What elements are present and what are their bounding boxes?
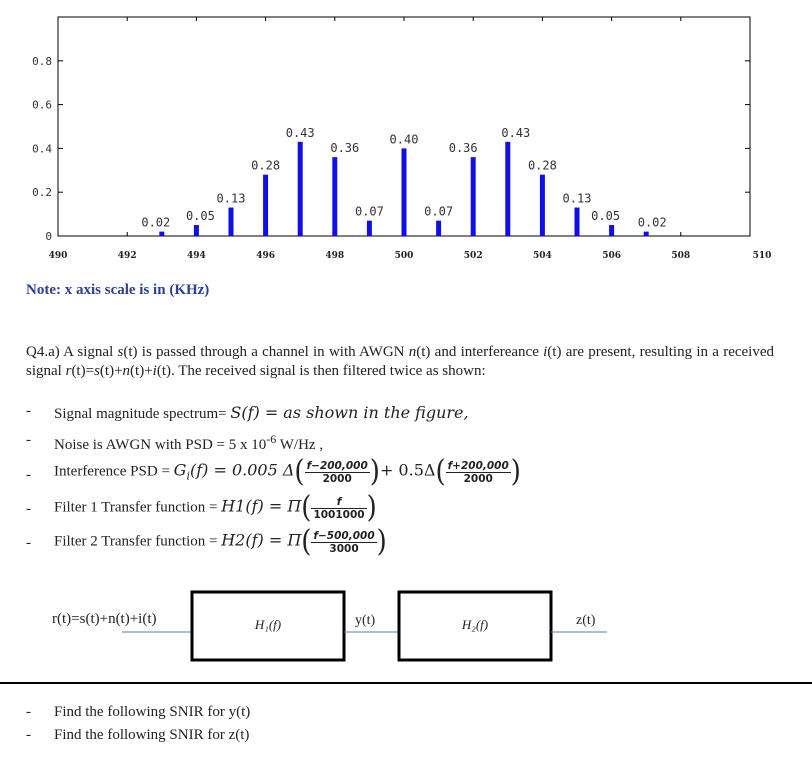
bar-data-label: 0.02 xyxy=(637,215,667,230)
bar xyxy=(159,232,164,236)
y-tick-label: 0.2 xyxy=(32,186,52,200)
x-tick-label: 490 xyxy=(48,251,68,261)
bar xyxy=(298,142,303,236)
bar xyxy=(540,175,545,236)
x-tick-label: 504 xyxy=(533,251,552,261)
x-tick-label: 510 xyxy=(752,251,772,261)
bar xyxy=(644,232,649,236)
filter2-label: H₂(f) xyxy=(461,617,489,632)
x-tick-label: 498 xyxy=(325,251,345,261)
bar-data-label: 0.07 xyxy=(424,204,454,219)
bar-data-label: 0.13 xyxy=(562,191,592,206)
filter1-label: H₁(f) xyxy=(254,617,282,632)
bar-data-label: 0.13 xyxy=(216,191,246,206)
bar xyxy=(332,157,337,236)
bar xyxy=(402,148,407,236)
bar-data-label: 0.28 xyxy=(251,158,281,173)
bar xyxy=(436,221,441,236)
x-tick-label: 506 xyxy=(602,251,621,261)
bar-data-label: 0.02 xyxy=(141,215,171,230)
bar xyxy=(367,221,372,236)
bar-data-label: 0.05 xyxy=(185,209,215,224)
x-tick-label: 494 xyxy=(187,251,206,261)
x-tick-label: 496 xyxy=(256,251,275,261)
question-text: Q4.a) A signal s(t) is passed through a channel in with AWGN n(t) and interfereance i(t) are present, resulting in a received signal r(t)=s(t)+n(t)+i(t). The received signal is then filtered twice as shown: xyxy=(26,344,774,379)
bar-data-label: 0.43 xyxy=(285,125,315,140)
x-tick-label: 500 xyxy=(394,251,414,261)
y-tick-label: 0 xyxy=(45,230,52,243)
x-tick-label: 502 xyxy=(463,251,483,261)
bar-data-label: 0.43 xyxy=(501,125,531,140)
input-signal-label: r(t)=s(t)+n(t)+i(t) xyxy=(52,611,157,627)
bar-data-label: 0.28 xyxy=(527,158,557,173)
z-signal-label: z(t) xyxy=(576,613,596,628)
bar-data-label: 0.40 xyxy=(389,132,419,147)
chart-bars xyxy=(159,142,648,236)
bar-data-label: 0.05 xyxy=(591,209,621,224)
y-signal-label: y(t) xyxy=(355,613,376,628)
y-tick-label: 0.8 xyxy=(32,54,52,68)
bar-data-label: 0.36 xyxy=(448,141,478,156)
bar xyxy=(609,225,614,236)
y-tick-label: 0.4 xyxy=(32,142,52,156)
bar xyxy=(471,157,476,236)
y-tick-label: 0.6 xyxy=(32,98,52,112)
spectrum-chart xyxy=(0,0,812,275)
bar xyxy=(229,208,234,236)
x-tick-label: 492 xyxy=(117,251,137,261)
filter-block-diagram xyxy=(0,585,812,697)
x-tick-label: 508 xyxy=(671,251,691,261)
bar-data-label: 0.36 xyxy=(330,141,360,156)
axis-note: Note: x axis scale is in (KHz) xyxy=(26,282,210,298)
bar xyxy=(194,225,199,236)
bar xyxy=(505,142,510,236)
bar xyxy=(263,175,268,236)
bar-data-label: 0.07 xyxy=(354,204,384,219)
bar xyxy=(575,208,580,236)
